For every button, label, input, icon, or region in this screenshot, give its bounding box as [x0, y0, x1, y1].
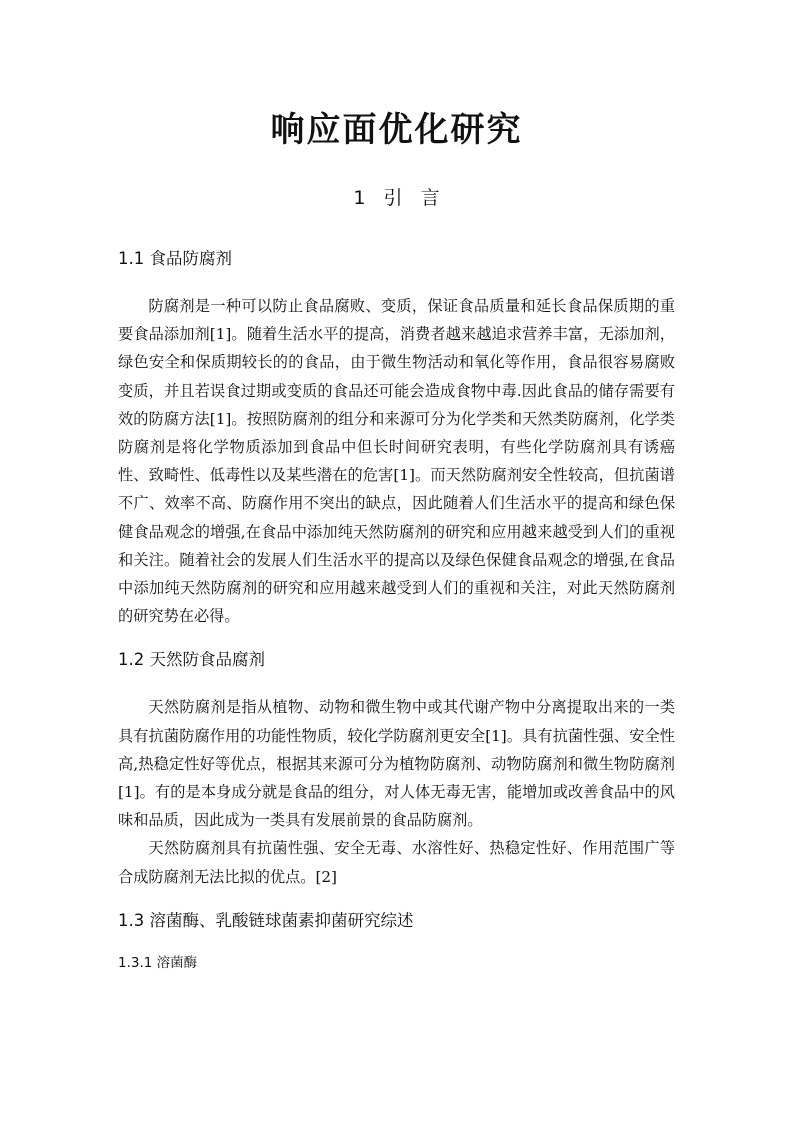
paragraph: 防腐剂是一种可以防止食品腐败、变质，保证食品质量和延长食品保质期的重要食品添加剂[1]。随着生活水平的提高，消费者越来越追求营养丰富，无添加剂，绿色安全和保质期较长的的食品，由于微生物活动和氧化等作用，食品很容易腐败变质，并且若误食过期或变质的食品还可能会造成食物中毒.因此食品的储存需要有效的防腐方法[1]。按照防腐剂的组分和来源可分为化学类和天然类防腐剂，化学类防腐剂是将化学物质添加到食品中但长时间研究表明，有些化学防腐剂具有诱癌性、致畸性、低毒性以及某些潜在的危害[1]。而天然防腐剂安全性较高，但抗菌谱不广、效率不高、防腐作用不突出的缺点，因此随着人们生活水平的提高和绿色保健食品观念的增强,在食品中添加纯天然防腐剂的研究和应用越来越受到人们的重视和关注。随着社会的发展人们生活水平的提高以及绿色保健食品观念的增强,在食品中添加纯天然防腐剂的研究和应用越来越受到人们的重视和关注，对此天然防腐剂的研究势在必得。 — [118, 297, 675, 626]
subsection-heading-1-3-1: 1.3.1 溶菌酶 — [118, 954, 198, 971]
chapter-title: 1 引 言 — [353, 187, 440, 209]
section-heading-1-2: 1.2 天然防食品腐剂 — [118, 650, 265, 670]
document-title: 响应面优化研究 — [270, 110, 523, 150]
paragraph: 天然防腐剂是指从植物、动物和微生物中或其代谢产物中分离提取出来的一类具有抗菌防腐作用的功能性物质，较化学防腐剂更安全[1]。具有抗菌性强、安全性高,热稳定性好等优点，根据其来源可分为植物防腐剂、动物防腐剂和微生物防腐剂[1]。有的是本身成分就是食品的组分，对人体无毒无害，能增加或改善食品中的风味和品质，因此成为一类具有发展前景的食品防腐剂。 — [118, 698, 675, 830]
section-heading-1-3: 1.3 溶菌酶、乳酸链球菌素抑菌研究综述 — [118, 910, 414, 930]
section-heading-1-1: 1.1 食品防腐剂 — [118, 249, 232, 268]
paragraph: 天然防腐剂具有抗菌性强、安全无毒、水溶性好、热稳定性好、作用范围广等合成防腐剂无法比拟的优点。[2] — [118, 839, 675, 886]
